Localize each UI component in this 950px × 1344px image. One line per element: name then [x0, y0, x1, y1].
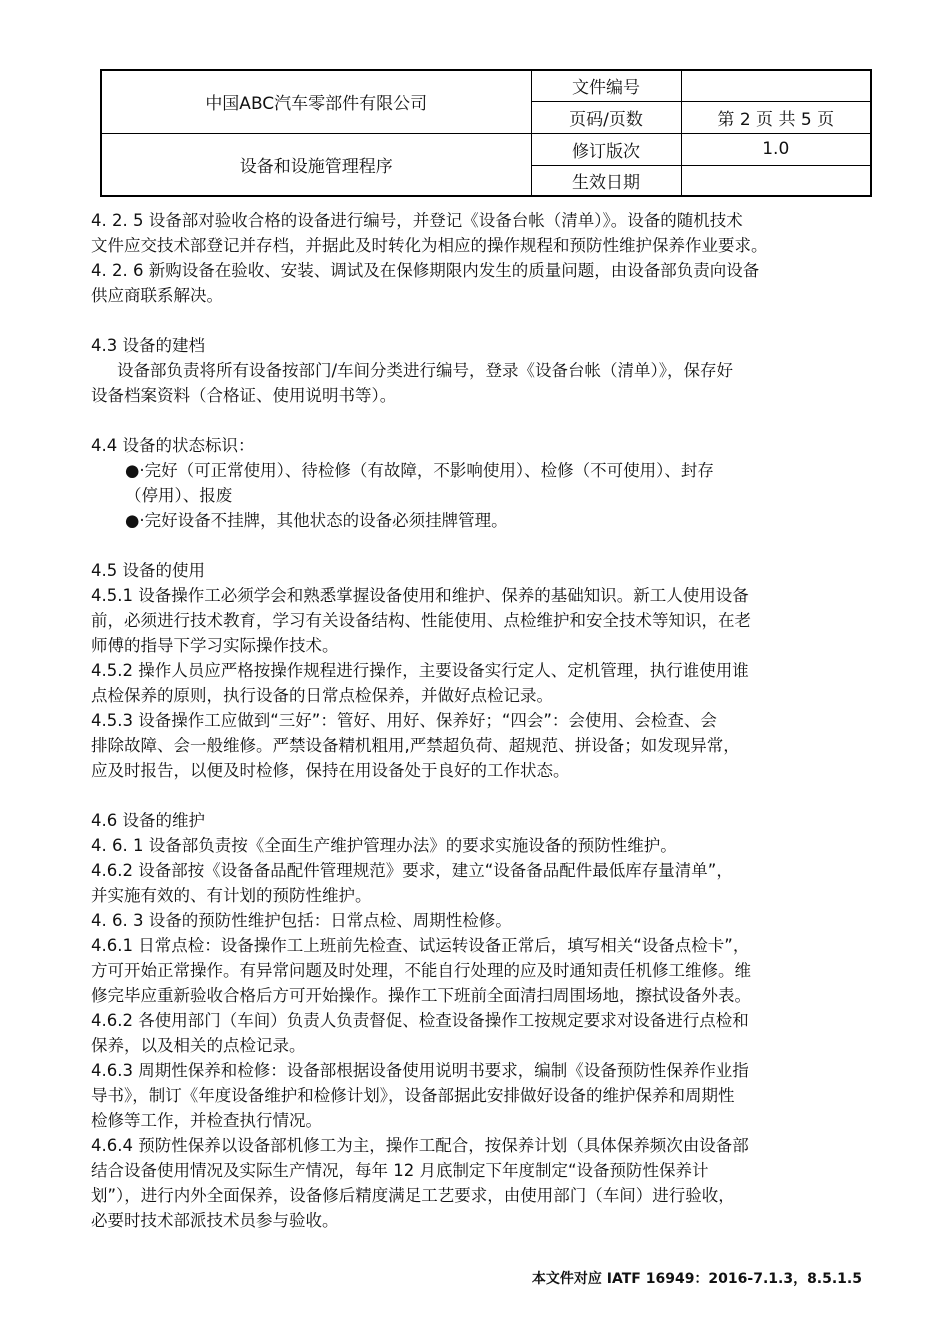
doc-number-value: [681, 70, 871, 101]
body-line: 结合设备使用情况及实际生产情况，每年 12 月底制定下年度制定“设备预防性保养计: [91, 1161, 709, 1180]
body-line: 4.5.1 设备操作工必须学会和熟悉掌握设备使用和维护、保养的基础知识。新工人使用设备: [91, 586, 749, 605]
standard-reference-footer: 本文件对应 IATF 16949：2016-7.1.3，8.5.1.5: [531, 1271, 862, 1287]
doc-number-label: 文件编号: [531, 70, 681, 101]
blank-line: [91, 783, 871, 808]
body-line: 排除故障、会一般维修。严禁设备精机粗用,严禁超负荷、超规范、拼设备；如发现异常，: [91, 736, 740, 755]
body-line: 4.6.3 周期性保养和检修：设备部根据设备使用说明书要求，编制《设备预防性保养作业指: [91, 1061, 749, 1080]
section-heading: 4.5 设备的使用: [91, 561, 205, 580]
body-line: 师傅的指导下学习实际操作技术。: [91, 636, 339, 655]
bullet-item: ●·完好（可正常使用）、待检修（有故障，不影响使用）、检修（不可使用）、封存: [125, 461, 714, 480]
body-line: 文件应交技术部登记并存档，并据此及时转化为相应的操作规程和预防性维护保养作业要求。: [91, 236, 768, 255]
body-line: 必要时技术部派技术员参与验收。: [91, 1211, 339, 1230]
body-line: 前，必须进行技术教育，学习有关设备结构、性能使用、点检维护和安全技术等知识，在老: [91, 611, 751, 630]
body-line: 方可开始正常操作。有异常问题及时处理，不能自行处理的应及时通知责任机修工维修。维: [91, 961, 751, 980]
body-line: 4. 6. 1 设备部负责按《全面生产维护管理办法》的要求实施设备的预防性维护。: [91, 836, 677, 855]
company-name: 中国ABC汽车零部件有限公司: [101, 70, 531, 133]
body-line: 设备档案资料（合格证、使用说明书等）。: [91, 386, 397, 405]
bullet-continuation: （停用）、报废: [125, 486, 233, 505]
body-line: 检修等工作，并检查执行情况。: [91, 1111, 322, 1130]
body-line: 4.6.1 日常点检：设备操作工上班前先检查、试运转设备正常后，填写相关“设备点检卡”，: [91, 936, 750, 955]
blank-line: [91, 308, 871, 333]
effective-date-value: [681, 165, 871, 196]
blank-line: [91, 533, 871, 558]
section-heading: 4.3 设备的建档: [91, 336, 205, 355]
body-line: 4. 6. 3 设备的预防性维护包括：日常点检、周期性检修。: [91, 911, 512, 930]
section-heading: 4.6 设备的维护: [91, 811, 205, 830]
body-line: 划”），进行内外全面保养，设备修后精度满足工艺要求，由使用部门（车间）进行验收，: [91, 1186, 735, 1205]
body-line: 保养，以及相关的点检记录。: [91, 1036, 306, 1055]
body-line: 4.5.2 操作人员应严格按操作规程进行操作，主要设备实行定人、定机管理，执行谁使用谁: [91, 661, 749, 680]
page-count-label: 页码/页数: [531, 101, 681, 133]
page-count-value: 第 2 页 共 5 页: [681, 101, 871, 133]
document-body: [91, 208, 871, 1233]
document-header-table: [100, 69, 872, 197]
body-line: 4.6.2 设备部按《设备备品配件管理规范》要求，建立“设备备品配件最低库存量清单”，: [91, 861, 733, 880]
revision-label: 修订版次: [531, 133, 681, 165]
procedure-title: 设备和设施管理程序: [101, 133, 531, 196]
body-line: 4. 2. 6 新购设备在验收、安装、调试及在保修期限内发生的质量问题，由设备部负责向设备: [91, 261, 760, 280]
body-line: 应及时报告，以便及时检修，保持在用设备处于良好的工作状态。: [91, 761, 570, 780]
body-line: 并实施有效的、有计划的预防性维护。: [91, 886, 372, 905]
body-line: 4.6.2 各使用部门（车间）负责人负责督促、检查设备操作工按规定要求对设备进行点检和: [91, 1011, 749, 1030]
blank-line: [91, 408, 871, 433]
section-heading: 4.4 设备的状态标识：: [91, 436, 255, 455]
body-line: 4. 2. 5 设备部对验收合格的设备进行编号，并登记《设备台帐（清单）》。设备的随机技术: [91, 211, 743, 230]
body-line: 导书》，制订《年度设备维护和检修计划》，设备部据此安排做好设备的维护保养和周期性: [91, 1086, 735, 1105]
effective-date-label: 生效日期: [531, 165, 681, 196]
body-line: 设备部负责将所有设备按部门/车间分类进行编号，登录《设备台帐（清单）》，保存好: [117, 361, 734, 380]
body-line: 点检保养的原则，执行设备的日常点检保养，并做好点检记录。: [91, 686, 553, 705]
revision-value: 1.0: [681, 133, 871, 165]
body-line: 修完毕应重新验收合格后方可开始操作。操作工下班前全面清扫周围场地，擦拭设备外表。: [91, 986, 751, 1005]
body-line: 供应商联系解决。: [91, 286, 223, 305]
body-line: 4.5.3 设备操作工应做到“三好”：管好、用好、保养好；“四会”：会使用、会检查、会: [91, 711, 717, 730]
bullet-item: ●·完好设备不挂牌，其他状态的设备必须挂牌管理。: [125, 511, 508, 530]
body-line: 4.6.4 预防性保养以设备部机修工为主，操作工配合，按保养计划（具体保养频次由设备部: [91, 1136, 749, 1155]
